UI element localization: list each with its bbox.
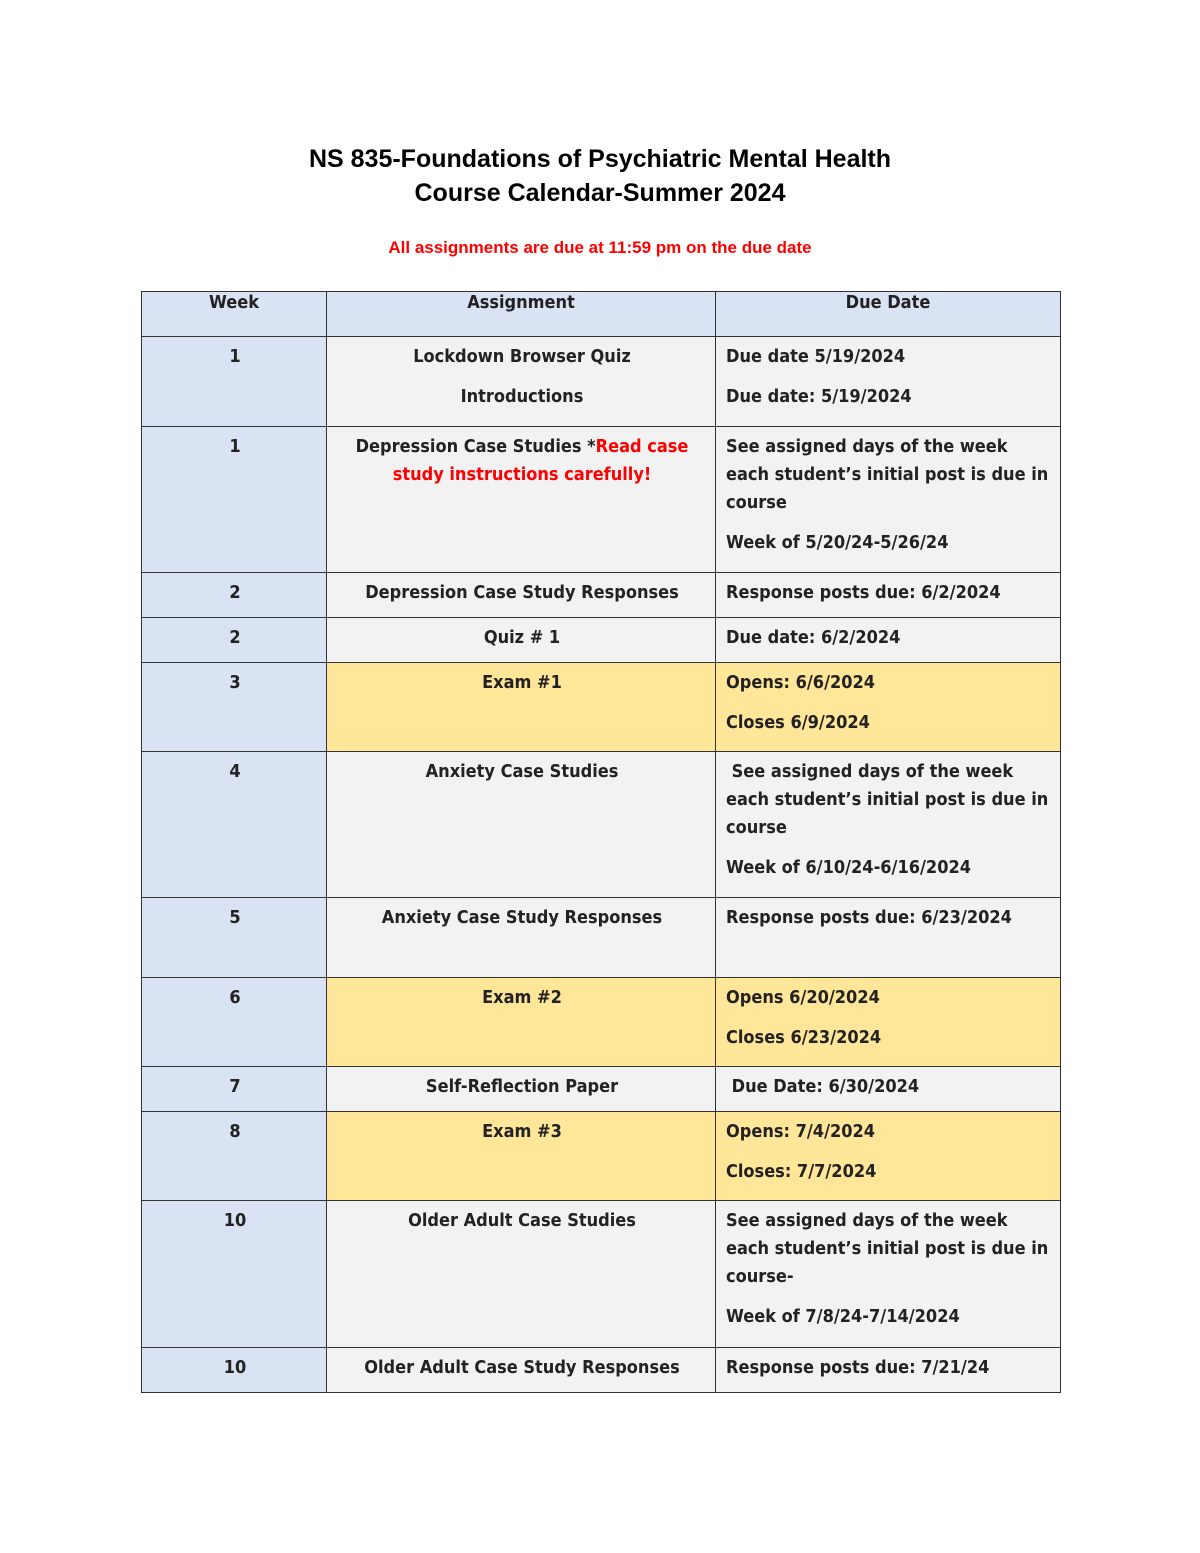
table-header-row [142, 292, 1061, 337]
assignment-cell: Anxiety Case Study Responses [327, 898, 716, 978]
page-title: NS 835-Foundations of Psychiatric Mental Health [308, 145, 892, 173]
week-cell: 8 [142, 1112, 327, 1201]
due-date-cell: Response posts due: 6/23/2024 [716, 898, 1061, 978]
table-row [142, 898, 1061, 978]
assignment-cell: Exam #1 [327, 663, 716, 752]
assignment-cell: Quiz # 1 [327, 618, 716, 663]
assignment-cell: Lockdown Browser Quiz Introductions [327, 337, 716, 427]
week-cell: 2 [142, 618, 327, 663]
table-row [142, 978, 1061, 1067]
week-cell: 3 [142, 663, 327, 752]
week-cell: 7 [142, 1067, 327, 1112]
column-header-due-date: Due Date [716, 292, 1061, 337]
due-date-cell: Due Date: 6/30/2024 [716, 1067, 1061, 1112]
table-row [142, 1067, 1061, 1112]
due-date-cell: See assigned days of the week each student’s initial post is due in course Week of 6/10/24-6/16/2024 [716, 752, 1061, 898]
table-row [142, 618, 1061, 663]
assignment-cell: Exam #3 [327, 1112, 716, 1201]
week-cell: 6 [142, 978, 327, 1067]
week-cell: 10 [142, 1348, 327, 1393]
table-row [142, 573, 1061, 618]
due-date-cell: See assigned days of the week each student’s initial post is due in course Week of 5/20/24-5/26/24 [716, 427, 1061, 573]
due-date-cell: Response posts due: 7/21/24 [716, 1348, 1061, 1393]
table-row [142, 1201, 1061, 1348]
page-subtitle: Course Calendar-Summer 2024 [414, 179, 786, 207]
column-header-assignment: Assignment [327, 292, 716, 337]
week-cell: 5 [142, 898, 327, 978]
week-cell: 2 [142, 573, 327, 618]
assignment-cell: Depression Case Studies *Read case study instructions carefully! [327, 427, 716, 573]
due-date-cell: Opens: 7/4/2024 Closes: 7/7/2024 [716, 1112, 1061, 1201]
assignment-cell: Older Adult Case Study Responses [327, 1348, 716, 1393]
table-row [142, 337, 1061, 427]
assignment-cell: Exam #2 [327, 978, 716, 1067]
table-row [142, 1348, 1061, 1393]
assignment-cell: Older Adult Case Studies [327, 1201, 716, 1348]
table-row [142, 1112, 1061, 1201]
week-cell: 1 [142, 427, 327, 573]
due-date-cell: Due date 5/19/2024 Due date: 5/19/2024 [716, 337, 1061, 427]
due-note: All assignments are due at 11:59 pm on the due date [388, 238, 812, 257]
week-cell: 10 [142, 1201, 327, 1348]
week-cell: 4 [142, 752, 327, 898]
table-row [142, 663, 1061, 752]
due-date-cell: Due date: 6/2/2024 [716, 618, 1061, 663]
table-row [142, 427, 1061, 573]
assignment-cell: Anxiety Case Studies [327, 752, 716, 898]
course-calendar-table [141, 291, 1061, 1393]
column-header-week: Week [142, 292, 327, 337]
assignment-cell: Depression Case Study Responses [327, 573, 716, 618]
due-date-cell: Opens: 6/6/2024 Closes 6/9/2024 [716, 663, 1061, 752]
due-date-cell: Opens 6/20/2024 Closes 6/23/2024 [716, 978, 1061, 1067]
instruction-note: Read case study instructions carefully! [392, 436, 689, 485]
due-date-cell: Response posts due: 6/2/2024 [716, 573, 1061, 618]
week-cell: 1 [142, 337, 327, 427]
due-date-cell: See assigned days of the week each student’s initial post is due in course- Week of 7/8/24-7/14/2024 [716, 1201, 1061, 1348]
table-body [142, 337, 1061, 1393]
table-row [142, 752, 1061, 898]
assignment-cell: Self-Reflection Paper [327, 1067, 716, 1112]
